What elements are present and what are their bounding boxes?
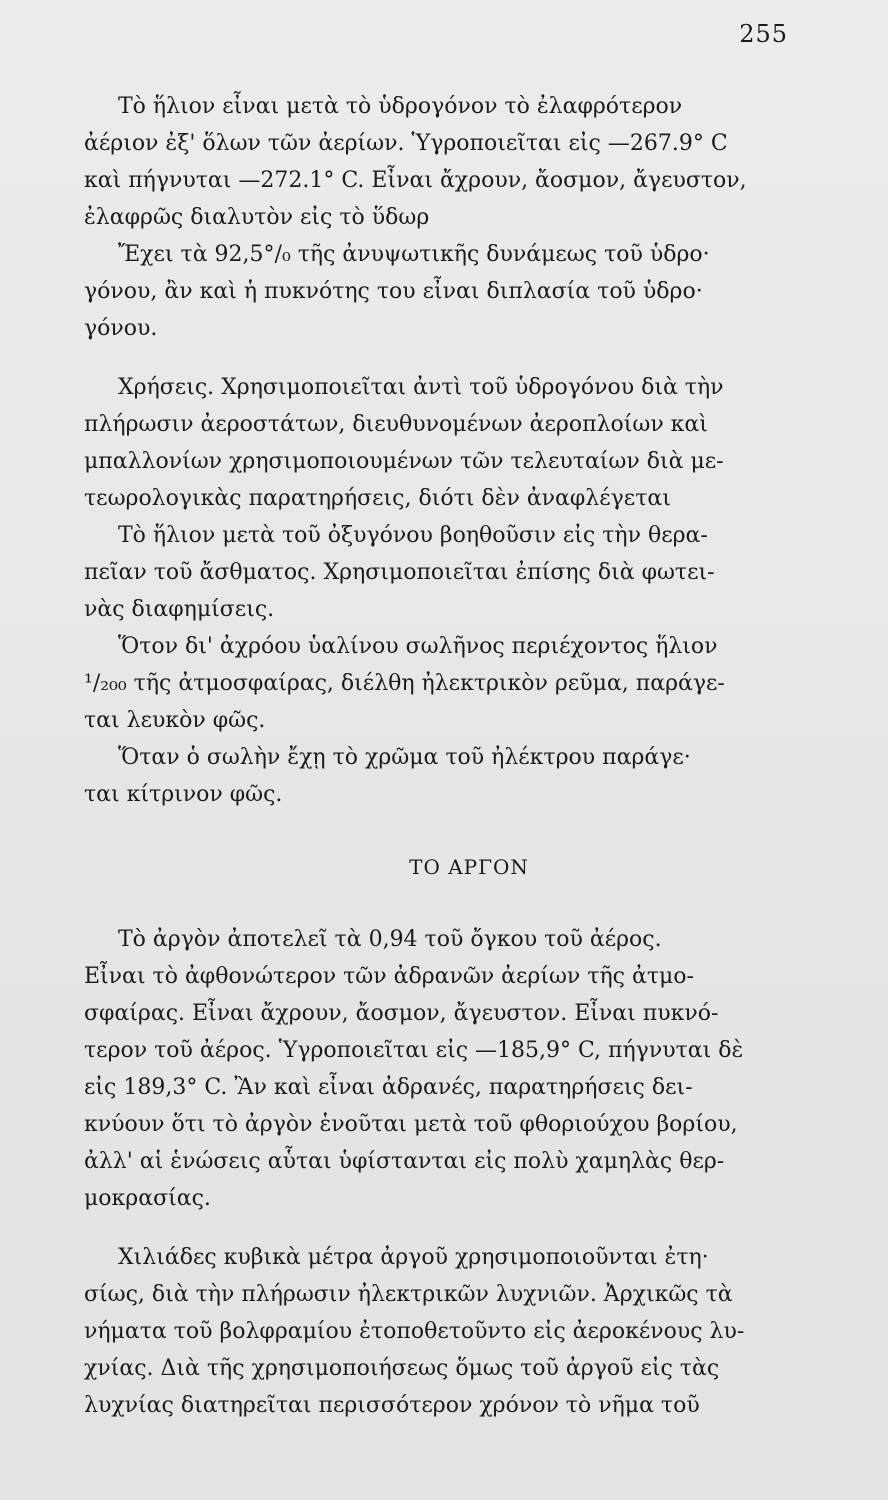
text-line: καὶ πήγνυται —272.1° C. Εἶναι ἄχρουν, ἄοσμον, ἄγευστον,	[84, 168, 747, 193]
text-line: εἰς 189,3° C. Ἂν καὶ εἶναι ἀδρανές, παρατηρήσεις δει-	[84, 1075, 693, 1100]
section-gap	[84, 887, 804, 921]
text-line: νήματα τοῦ βολφραμίου ἐτοποθετοῦντο εἰς ἀεροκένους λυ-	[84, 1319, 745, 1344]
text-line: Χρήσεις. Χρησιμοποιεῖται ἀντὶ τοῦ ὑδρογόνου διὰ τὴν	[118, 375, 724, 400]
helium-paragraph-2	[84, 236, 804, 347]
page-body	[84, 88, 804, 1424]
text-line: σφαίρας. Εἶναι ἄχρουν, ἄοσμον, ἄγευστον. Εἶναι πυκνό-	[84, 1001, 719, 1026]
argon-paragraph-1	[84, 921, 804, 1217]
text-line: ται κίτρινον φῶς.	[84, 782, 283, 807]
page-number: 255	[739, 20, 788, 48]
text-line: Ὅτον δι' ἀχρόου ὑαλίνου σωλῆνος περιέχοντος ἥλιον	[118, 634, 718, 659]
text-line: Ὅταν ὁ σωλὴν ἔχῃ τὸ χρῶμα τοῦ ἠλέκτρου παράγε·	[118, 745, 691, 770]
text-line: τεωρολογικὰς παρατηρήσεις, διότι δὲν ἀναφλέγεται	[84, 486, 671, 511]
text-line: Εἶναι τὸ ἀφθονώτερον τῶν ἀδρανῶν ἀερίων τῆς ἀτμο-	[84, 964, 694, 989]
section-gap	[84, 813, 804, 847]
text-line: νὰς διαφημίσεις.	[84, 597, 275, 622]
paragraph-gap	[84, 1217, 804, 1239]
text-line: κνύουν ὅτι τὸ ἀργὸν ἑνοῦται μετὰ τοῦ φθοριούχου βορίου,	[84, 1112, 738, 1137]
helium-paragraph-6	[84, 739, 804, 813]
paragraph-gap	[84, 347, 804, 369]
text-line: Τὸ ἀργὸν ἀποτελεῖ τὰ 0,94 τοῦ ὄγκου τοῦ ἀέρος.	[118, 927, 662, 952]
text-line: γόνου.	[84, 316, 158, 341]
argon-paragraph-2	[84, 1239, 804, 1424]
text-line: ἀέριον ἐξ' ὅλων τῶν ἀερίων. Ὑγροποιεῖται εἰς —267.9° C	[84, 131, 728, 156]
text-line: πλήρωσιν ἀεροστάτων, διευθυνομένων ἀεροπλοίων καὶ	[84, 412, 708, 437]
helium-paragraph-5	[84, 628, 804, 739]
text-line: τερον τοῦ ἀέρος. Ὑγροποιεῖται εἰς —185,9° C, πήγνυται δὲ	[84, 1038, 744, 1063]
text-line: Χιλιάδες κυβικὰ μέτρα ἀργοῦ χρησιμοποιοῦνται ἐτη·	[118, 1245, 709, 1270]
text-line: γόνου, ἂν καὶ ἡ πυκνότης του εἶναι διπλασία τοῦ ὑδρο·	[84, 279, 703, 304]
text-line: χνίας. Διὰ τῆς χρησιμοποιήσεως ὅμως τοῦ ἀργοῦ εἰς τὰς	[84, 1356, 720, 1381]
text-line: ται λευκὸν φῶς.	[84, 708, 266, 733]
text-line: λυχνίας διατηρεῖται περισσότερον χρόνον τὸ νῆμα τοῦ	[84, 1393, 700, 1418]
text-line: ¹/₂₀₀ τῆς ἀτμοσφαίρας, διέλθη ἠλεκτρικὸν ρεῦμα, παράγε-	[84, 671, 725, 696]
text-line: μοκρασίας.	[84, 1186, 211, 1211]
text-line: μπαλλονίων χρησιμοποιουμένων τῶν τελευταίων διὰ με-	[84, 449, 724, 474]
helium-uses-paragraph	[84, 369, 804, 517]
helium-paragraph-1	[84, 88, 804, 236]
text-line: σίως, διὰ τὴν πλήρωσιν ἠλεκτρικῶν λυχνιῶν. Ἀρχικῶς τὰ	[84, 1282, 733, 1307]
text-line: Ἔχει τὰ 92,5°/₀ τῆς ἀνυψωτικῆς δυνάμεως τοῦ ὑδρο·	[118, 242, 710, 267]
text-line: ἐλαφρῶς διαλυτὸν εἰς τὸ ὕδωρ	[84, 205, 430, 230]
text-line: Τὸ ἥλιον μετὰ τοῦ ὀξυγόνου βοηθοῦσιν εἰς τὴν θερα-	[118, 523, 708, 548]
section-title-argon: ΤΟ ΑΡΓΟΝ	[409, 855, 529, 879]
text-line: πεῖαν τοῦ ἄσθματος. Χρησιμοποιεῖται ἐπίσης διὰ φωτει-	[84, 560, 715, 585]
text-line: Τὸ ἥλιον εἶναι μετὰ τὸ ὑδρογόνον τὸ ἐλαφρότερον	[118, 94, 683, 119]
helium-paragraph-4	[84, 517, 804, 628]
text-line: ἀλλ' αἱ ἑνώσεις αὗται ὑφίστανται εἰς πολὺ χαμηλὰς θερ-	[84, 1149, 725, 1174]
